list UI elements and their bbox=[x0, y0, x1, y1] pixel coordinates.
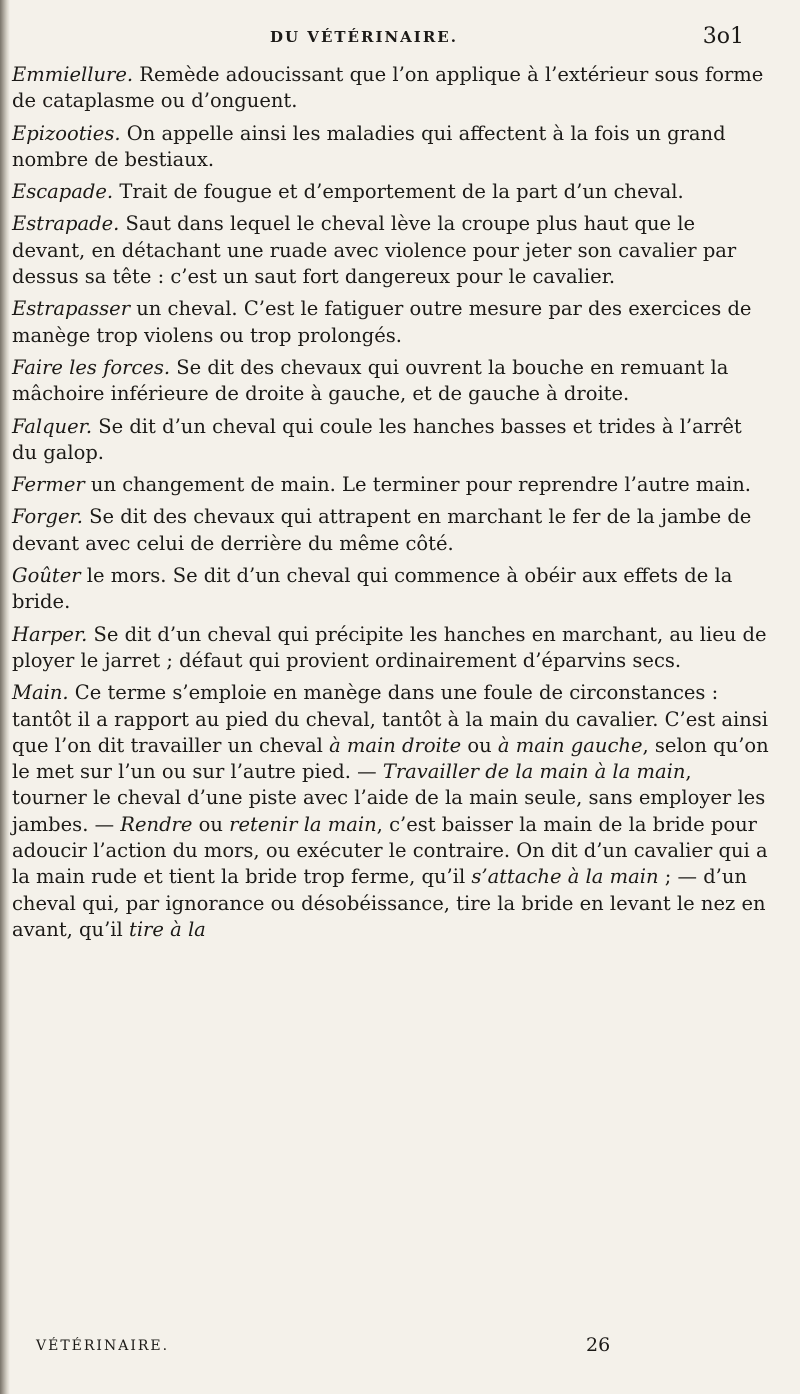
entry-definition: Se dit d’un cheval qui coule les hanches basses et trides à l’arrêt du galop. bbox=[12, 414, 742, 464]
italic-phrase: retenir la main bbox=[229, 812, 377, 836]
glossary-entry bbox=[12, 622, 772, 675]
italic-phrase: tire à la bbox=[128, 917, 206, 941]
entry-definition: Trait de fougue et d’emportement de la part d’un cheval. bbox=[113, 180, 684, 204]
glossary-entry bbox=[12, 563, 772, 616]
entry-term: Epizooties. bbox=[12, 121, 121, 145]
page-footer bbox=[0, 1334, 800, 1368]
entry-term: Fermer bbox=[12, 473, 85, 497]
entry-definition: On appelle ainsi les maladies qui affectent à la fois un grand nombre de bestiaux. bbox=[12, 121, 726, 171]
entry-definition: un cheval. C’est le fatiguer outre mesure par des exercices de manège trop violens ou trop prolongés. bbox=[12, 297, 752, 347]
entry-definition: le mors. Se dit d’un cheval qui commence à obéir aux effets de la bride. bbox=[12, 564, 733, 614]
glossary-entry bbox=[12, 296, 772, 349]
entry-definition: un changement de main. Le terminer pour reprendre l’autre main. bbox=[84, 473, 752, 497]
entry-term: Falquer. bbox=[12, 414, 93, 438]
entry-term: Goûter bbox=[12, 564, 81, 588]
glossary-entry bbox=[12, 179, 772, 205]
italic-phrase: s’attache à la main bbox=[471, 865, 659, 889]
glossary-entry bbox=[12, 355, 772, 408]
entry-definition: Se dit d’un cheval qui précipite les hanches en marchant, au lieu de ployer le jarret ; défaut qui provient ordinairement d’éparvins secs. bbox=[12, 622, 767, 672]
entry-definition-cont: , c’est baisser la main de la bride pour adoucir l’action du mors, ou exécuter le contraire. On dit d’un cavalier qui a la main rude et tient la bride trop ferme, qu’il bbox=[12, 812, 768, 889]
page-number: 3o1 bbox=[702, 24, 744, 49]
running-head bbox=[0, 22, 800, 52]
entry-term: Main. bbox=[12, 681, 69, 705]
glossary-entry bbox=[12, 121, 772, 174]
entry-definition-cont: ou bbox=[461, 733, 498, 757]
entry-term: Faire les forces. bbox=[12, 355, 171, 379]
page-binding-shadow bbox=[0, 0, 10, 1394]
entry-definition: Se dit des chevaux qui ouvrent la bouche en remuant la mâchoire inférieure de droite à gauche, et de gauche à droite. bbox=[12, 355, 729, 406]
entry-definition-cont: ; — d’un cheval qui, par ignorance ou désobéissance, tire la bride en levant le nez en avant, qu’il bbox=[12, 865, 766, 941]
glossary-entry bbox=[12, 414, 772, 467]
italic-phrase: à main droite bbox=[329, 733, 462, 757]
glossary-entry-main bbox=[12, 680, 772, 943]
entry-definition-cont: ou bbox=[192, 812, 230, 836]
glossary-entry bbox=[12, 211, 772, 290]
entry-term: Forger. bbox=[12, 505, 83, 529]
entry-term: Estrapasser bbox=[12, 297, 131, 321]
entry-term: Estrapade. bbox=[12, 212, 120, 236]
glossary-entry bbox=[12, 62, 772, 115]
entry-term: Escapade. bbox=[12, 180, 114, 204]
glossary-entry bbox=[12, 472, 772, 498]
italic-phrase: Rendre bbox=[120, 812, 193, 836]
running-title: DU VÉTÉRINAIRE. bbox=[270, 28, 458, 46]
entry-definition: Ce terme s’emploie en manège dans une foule de circonstances : tantôt il a rapport au pied du cheval, tantôt à la main du cavalier. C’est ainsi que l’on dit travailler un cheval bbox=[12, 681, 769, 757]
entry-definition: Remède adoucissant que l’on applique à l’extérieur sous forme de cataplasme ou d’onguent. bbox=[12, 63, 764, 113]
glossary-body bbox=[12, 62, 772, 949]
entry-definition-cont: , tourner le cheval d’une piste avec l’aide de la main seule, sans employer les jambes. — bbox=[12, 760, 766, 836]
entry-term: Harper. bbox=[12, 622, 88, 646]
glossary-entry bbox=[12, 504, 772, 557]
signature-mark: VÉTÉRINAIRE. bbox=[36, 1338, 170, 1354]
italic-phrase: Travailler de la main à la main bbox=[382, 760, 686, 784]
entry-definition: Saut dans lequel le cheval lève la croupe plus haut que le devant, en détachant une ruade avec violence pour jeter son cavalier par dessus sa tête : c’est un saut fort dangereux pour le cavalier. bbox=[12, 212, 737, 289]
entry-definition: Se dit des chevaux qui attrapent en marchant le fer de la jambe de devant avec celui de derrière du même côté. bbox=[12, 505, 752, 555]
entry-term: Emmiellure. bbox=[12, 63, 134, 86]
sheet-number: 26 bbox=[586, 1334, 611, 1356]
entry-definition-cont: , selon qu’on le met sur l’un ou sur l’autre pied. — bbox=[12, 733, 769, 784]
italic-phrase: à main gauche bbox=[497, 733, 643, 757]
